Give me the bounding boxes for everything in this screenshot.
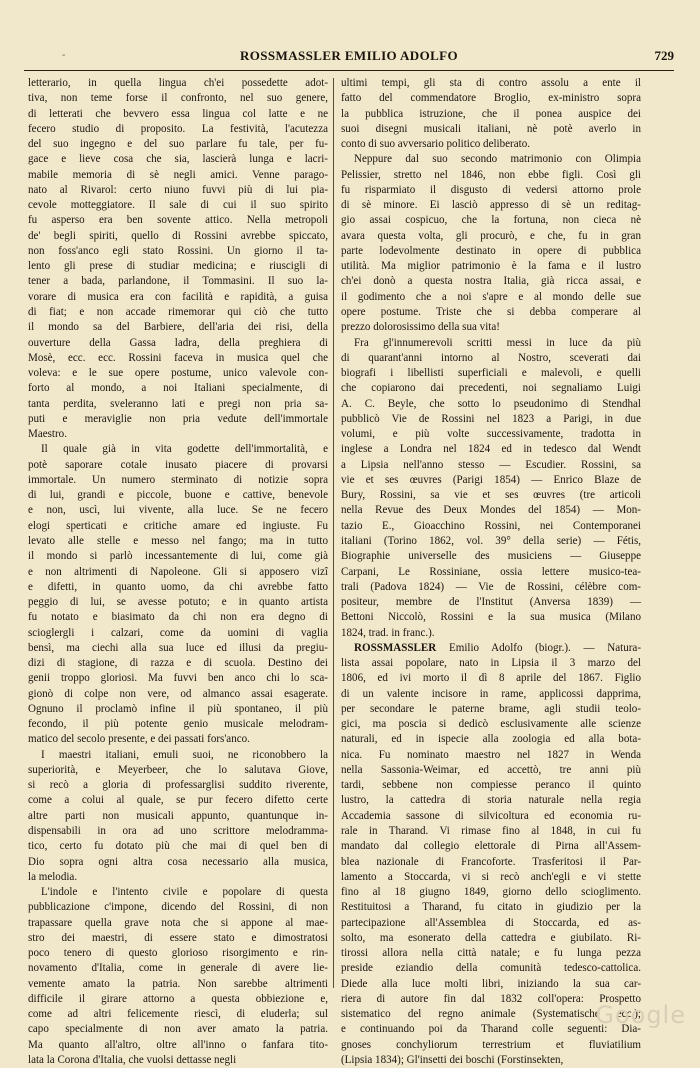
text-line: fatto del commendatore Broglio, ex-ministro sopra	[341, 92, 641, 105]
text-line: inglese a Londra nel 1824 ed in tedesco dal Wendt	[341, 443, 641, 456]
text-line: novamento d'Italia, come in generale di avere lie-	[28, 962, 328, 975]
text-line: prezzo dolorosissimo della sua vita!	[341, 321, 500, 334]
text-line: Accademia sassone di silvicoltura ed economia ru-	[341, 809, 641, 822]
text-line: riera di autore fin dal 1832 coll'opera: Prospetto	[341, 992, 641, 1005]
text-line: tirossi allora nella città natale; e fu lunga pezza	[341, 947, 641, 960]
text-line: (Lipsia 1834); Gl'insetti dei boschi (Forstinsekten,	[341, 1054, 564, 1066]
text-line: Bury, Rossini, sa vie et ses œuvres (tre articoli	[341, 489, 641, 502]
text-line: A. C. Beyle, che sotto lo pseudonimo di Stendhal	[341, 397, 641, 410]
text-line: lata la Corona d'Italia, che vuolsi dettasse negli	[28, 1054, 237, 1066]
text-line: Restituitosi a Tharand, fu citato in giudizio per la	[341, 901, 641, 914]
text-line: dispensabili in ora ad uno scrittore melodramma-	[28, 825, 328, 838]
text-line: suoi disegni musicali italiani, nè potè averlo in	[341, 122, 641, 135]
text-line: fecondo, il più potente genio musicale melodram-	[28, 718, 328, 731]
left-column	[28, 76, 328, 1066]
text-line: vie et ses œuvres (Parigi 1854) — Enrico Blaze de	[341, 473, 641, 486]
text-line: gace e lieve cosa che sia, lascierà lunga e lacri-	[28, 153, 328, 166]
text-line: nato al Rivarol: certo niuno fuvvi più di lui pia-	[28, 183, 328, 196]
text-line: il godimento che a noi s'apre e al mondo delle sue	[341, 290, 641, 303]
text-line: nella Sassonia-Weimar, ed accettò, tre anni più	[341, 763, 641, 776]
text-line: Ma quanto all'altro, oltre all'inno o fanfara tito-	[28, 1038, 328, 1051]
google-watermark: Google	[595, 1001, 686, 1029]
text-line: Pelissier, stretto nel 1846, non ebbe figli. Così gli	[341, 168, 641, 181]
text-line: fu notato e biasimato da chi non era degno di	[28, 611, 328, 624]
text-line: parte lodevolmente destinato in opere di pubblica	[341, 244, 641, 257]
text-line: fu asperso era ben sovente attico. Nella metropoli	[28, 214, 328, 227]
text-line: fecero studio di proposito. La festività, l'acutezza	[28, 122, 328, 135]
text-line: lento gli prese di studiar medicina; e riuscigli di	[28, 260, 328, 273]
text-line: ouverture della Gassa ladra, della preghiera di	[28, 336, 328, 349]
text-line: Diede alla luce molti libri, iniziando la sua car-	[341, 977, 641, 990]
text-line: gio assai cospicuo, che la fortuna, non cieca nè	[341, 214, 641, 227]
text-line: e non altrimenti di Napoleone. Gli si apposero vizî	[28, 565, 328, 578]
text-line: lamento a Stoccarda, vi si recò anch'egli e vi stette	[341, 870, 641, 883]
column-divider	[333, 78, 334, 988]
text-line: stro dei maestri, di essere stato e dimostratosi	[28, 931, 328, 944]
text-line: scioglergli i calzari, come da uomini di vaglia	[28, 626, 328, 639]
header-dash: -	[62, 50, 66, 61]
text-line: fu risparmiato il disgusto di vedersi attorno prole	[341, 183, 641, 196]
text-line: rale in Tharand. Vi rimase fino al 1848, in cui fu	[341, 825, 641, 838]
text-line: tanta perdita, sveleranno lati e pregi non pria sa-	[28, 397, 328, 410]
text-line: di un valente incisore in rame, applicossi dapprima,	[341, 687, 641, 700]
text-line: e continuando poi da Tharand colle seguenti: Dia-	[341, 1023, 641, 1036]
text-line: L'indole e l'intento civile e popolare di questa	[41, 886, 328, 899]
text-line: Maestro.	[28, 428, 67, 441]
text-line: e difetti, in quanto uomo, da chi avrebbe fatto	[28, 580, 328, 593]
text-line: letterario, in quella lingua ch'ei possedette adot-	[28, 77, 328, 89]
text-line: come a colui al quale, se pur fecero difetto certe	[28, 794, 328, 807]
text-line: conto di suo avversario politico deliberato.	[341, 138, 530, 151]
text-line: di quarant'anni intorno al Nostro, sceverati dai	[341, 351, 641, 364]
text-line: tazio E., Gioacchino Rossini, nei Contemporanei	[341, 519, 641, 532]
text-line: Biographie universelle des musiciens — Giuseppe	[341, 550, 641, 563]
text-line: Carpani, Le Rossiniane, ossia lettere musico-tea-	[341, 565, 641, 578]
text-line: nica. Fu nominato maestro nel 1827 in Wenda	[341, 748, 641, 761]
text-line: italiani (Torino 1862, vol. 39° della serie) — Fétis,	[341, 534, 641, 547]
text-line: lustro, la cattedra di storia naturale nella regia	[341, 794, 641, 807]
text-line: come ad altri felicemente riescì, di eluderla; sul	[28, 1008, 328, 1021]
text-line: forto al mondo, a noi Italiani specialmente, di	[28, 382, 328, 395]
text-line: non foss'anco egli stato Rossini. Un giorno il ta-	[28, 244, 328, 257]
text-line: trali (Padova 1824) — Vie de Rossini, célèbre com-	[341, 580, 641, 593]
text-line: avara questa volta, gli procurò, e che, fu in gran	[341, 229, 641, 242]
text-line: Neppure dal suo secondo matrimonio con Olimpia	[354, 153, 641, 166]
text-line: capo specialmente di non aver amato la patria.	[28, 1023, 328, 1036]
text-line: blea nazionale di Francoforte. Trasferitosi il Par-	[341, 855, 641, 868]
text-line: ROSSMASSLER Emilio Adolfo (biogr.). — Natura-	[354, 641, 641, 654]
text-line: pubblicazione c'impone, dicendo del Rossini, di non	[28, 901, 328, 914]
text-line: potè saporare cotale inusato piacere di provarsi	[28, 458, 328, 471]
text-line: voleva: e le sue opere postume, unico valevole con-	[28, 367, 328, 380]
text-line: cevole motteggiatore. Il sale di cui il suo spirito	[28, 199, 328, 212]
text-line: sistematico del regno animale (Systematische ecc.);	[341, 1008, 641, 1021]
text-line: vemente amato la patria. Non sarebbe altrimenti	[28, 977, 328, 990]
text-line: 1824, trad. in franc.).	[341, 626, 435, 639]
text-line: fino al 18 giugno 1849, giorno dello scioglimento.	[341, 886, 641, 899]
text-line: gionò di colpe non vere, od almanco assai esagerate.	[28, 687, 328, 700]
text-line: tico, certo fu dotato più che mai di quel ben di	[28, 840, 328, 853]
text-line: volumi, e più volte successivamente, tradotta in	[341, 428, 641, 441]
text-line: positeur, membre de l'Institut (Anversa 1839) —	[341, 596, 641, 609]
text-line: Ognuno il proclamò infine il più spontaneo, il più	[28, 702, 328, 715]
text-line: che copiarono dai precedenti, noi segnaliamo Luigi	[341, 382, 641, 395]
text-line: 1806, ed ivi morto il dì 8 aprile del 1867. Figlio	[341, 672, 641, 685]
text-line: solto, ma esonerato della cattedra e giubilato. Ri-	[341, 931, 641, 944]
text-line: genii troppo gloriosi. Ma fuvvi ben anco chi lo sca-	[28, 672, 328, 685]
text-line: preside eziandio della comunità tedesco-cattolica.	[341, 962, 641, 975]
entry-headword: ROSSMASSLER	[354, 641, 437, 654]
text-line: ch'ei donò a questa nostra Italia, già ricca assai, e	[341, 275, 641, 288]
text-line: poco tenero di questo glorioso risorgimento e rin-	[28, 947, 328, 960]
text-line: la pubblica istruzione, che il ponea auspice dei	[341, 107, 641, 120]
text-line: ultimi tempi, gli sta di contro assolu a ente il	[341, 77, 641, 89]
text-line: di sè minore. Ei lasciò appresso di sè un reditag-	[341, 199, 641, 212]
text-line: gici, ma poscia si dedicò esclusivamente alle scienze	[341, 718, 641, 731]
text-line: trapassare quella grave nota che si appone al mae-	[28, 916, 328, 929]
text-line: Bettoni Niccolò, Rossini e la sua musica (Milano	[341, 611, 641, 624]
text-line: superiorità, e Meyerbeer, che lo salutava Giove,	[28, 763, 328, 776]
text-line: il mondo si parlò incessantemente di lui, come già	[28, 550, 328, 563]
text-line: naturali, ed in ispecie alla zoologia ed alla bota-	[341, 733, 641, 746]
page-number: 729	[654, 48, 674, 63]
text-line: bensì, ma ciechi alla sua luce ed illusi da pregiu-	[28, 641, 328, 654]
text-line: altre parti non musicali appunto, quantunque in-	[28, 809, 328, 822]
text-line: matico del secolo presente, e dei passati fors'anco.	[28, 733, 250, 746]
text-line: di lui, grandi e piccole, buone e cattive, benevole	[28, 489, 328, 502]
text-line: peggio di lui, se avesse potuto; e in quanto artista	[28, 596, 328, 609]
text-line: levato alle stelle e messo nel fango; ma in tutto	[28, 534, 328, 547]
text-line: partecipazione all'Assemblea di Stoccarda, ed as-	[341, 916, 641, 929]
text-line: tiva, non teme forse il confronto, nel suo genere,	[28, 92, 328, 105]
text-line: elogi sperticati e critiche amare ed ingiuste. Fu	[28, 519, 328, 532]
text-line: vorare di musica era con facilità e rapidità, a guisa	[28, 290, 328, 303]
text-line: de' begli spiriti, quello di Rossini avrebbe spiccato,	[28, 229, 328, 242]
text-line: a Lipsia nell'anno stesso — Escudier. Rossini, sa	[341, 458, 641, 471]
text-line: il mondo sa del Barbiere, dell'aria dei risi, della	[28, 321, 328, 334]
text-line: biografi i libellisti superficiali e malevoli, e quelli	[341, 367, 641, 380]
text-line: Il quale già in vita godette dell'immortalità, e	[41, 443, 328, 456]
text-line: e non, uscì, lui vivente, alla luce. Se ne fecero	[28, 504, 328, 517]
text-line: tener a bada, parlandone, il Tommasini. Il suo la-	[28, 275, 328, 288]
running-header	[24, 46, 674, 71]
text-line: Fra gl'innumerevoli scritti messi in luce da più	[354, 336, 641, 349]
text-line: la melodia.	[28, 870, 78, 883]
text-line: del suo ingegno e del suo parlare fu tale, per fu-	[28, 138, 328, 151]
text-line: gnoses conchyliorum terrestrium et fluviatilium	[341, 1038, 641, 1051]
text-line: di fiat; e non accade rimemorar qui ciò che tutto	[28, 305, 328, 318]
text-line: tardi, sebbene non compiesse peranco il quinto	[341, 779, 641, 792]
text-line: dizi di stagione, di razza e di scuola. Destino dei	[28, 657, 328, 670]
text-line: utilità. Ma miglior patrimonio è la fama e il lustro	[341, 260, 641, 273]
header-title: ROSSMASSLER EMILIO ADOLFO	[239, 48, 459, 63]
text-line: difficile il girare attorno a questa obbiezione e,	[28, 992, 328, 1005]
text-line: mandato dal collegio elettorale di Pirna all'Assem-	[341, 840, 641, 853]
text-line: opere postume. Triste che si debba comperare al	[341, 305, 641, 318]
text-line: si recò a gloria di professarglisi suddito riverente,	[28, 779, 328, 792]
text-line: nella Revue des Deux Mondes del 1854) — Mon-	[341, 504, 641, 517]
text-line: immortale. Un numero sterminato di notizie sopra	[28, 473, 328, 486]
text-line: di letterati che bevvero essa lingua col latte e ne	[28, 107, 328, 120]
text-line: Mosè, ecc. ecc. Rossini faceva in musica quel che	[28, 351, 328, 364]
text-line: pubblicò Vie de Rossini nel 1823 a Parigi, in due	[341, 412, 641, 425]
text-line: Dio sopra ogni altra cosa necessario alla musica,	[28, 855, 328, 868]
text-line: lista assai popolare, nato in Lipsia il 3 marzo del	[341, 657, 641, 670]
text-line: per secondare le paterne brame, agli studii teolo-	[341, 702, 641, 715]
text-line: I maestri italiani, emuli suoi, ne riconobbero la	[41, 748, 328, 761]
text-line: mabile memoria di sè negli amici. Venne parago-	[28, 168, 328, 181]
text-line: puti e meraviglie non pria vedute dell'immortale	[28, 412, 328, 425]
